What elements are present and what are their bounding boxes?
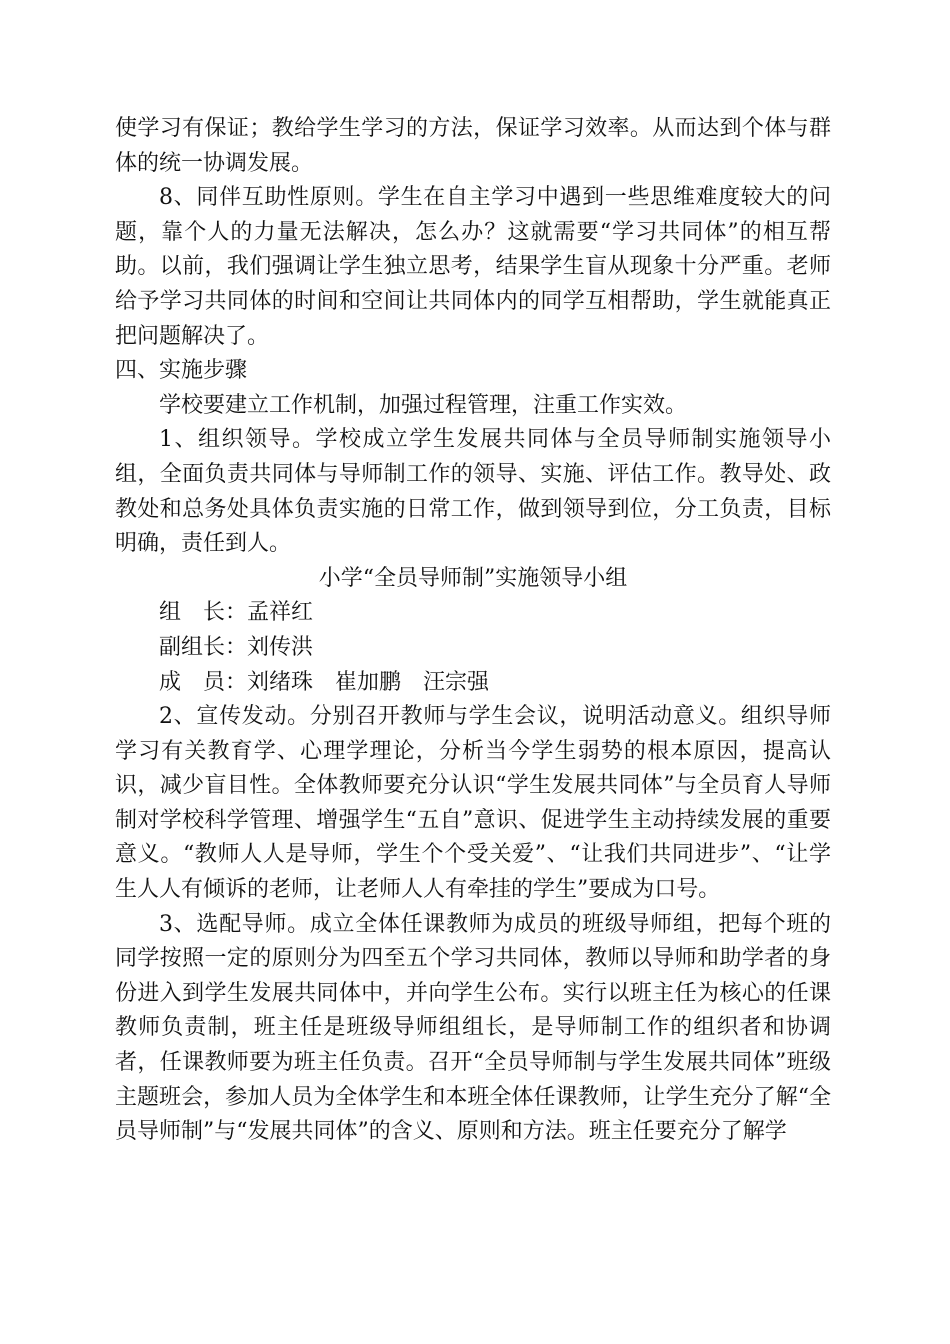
paragraph-step-2-publicity: 2、宣传发动。分别召开教师与学生会议，说明活动意义。组织导师学习有关教育学、心理学理论，分析当今学生弱势的根本原因，提高认识，减少盲目性。全体教师要充分认识“学生发展共同体”与全员育人导师制对学校科学管理、增强学生“五自”意识、促进学生主动持续发展的重要意义。“教师人人是导师，学生个个受关爱”、“让我们共同进步”、“让学生人人有倾诉的老师，让老师人人有牵挂的学生”要成为口号。 — [115, 704, 831, 903]
paragraph-continuation: 使学习有保证；教给学生学习的方法，保证学习效率。从而达到个体与群体的统一协调发展。 — [115, 116, 831, 176]
group-members: 成 员：刘绪珠 崔加鹏 汪宗强 — [159, 669, 490, 695]
paragraph-work-mechanism: 学校要建立工作机制，加强过程管理，注重工作实效。 — [159, 392, 688, 418]
paragraph-step-3-mentors: 3、选配导师。成立全体任课教师为成员的班级导师组，把每个班的同学按照一定的原则分为四至五个学习共同体，教师以导师和助学者的身份进入到学生发展共同体中，并向学生公布。实行以班主任为核心的任课教师负责制，班主任是班级导师组组长，是导师制工作的组织者和协调者，任课教师要为班主任负责。召开“全员导师制与学生发展共同体”班级主题班会，参加人员为全体学生和本班全体任课教师，让学生充分了解“全员导师制”与“发展共同体”的含义、原则和方法。班主任要充分了解学 — [115, 911, 831, 1145]
group-title: 小学“全员导师制”实施领导小组 — [318, 565, 628, 591]
paragraph-step-1-leadership: 1、组织领导。学校成立学生发展共同体与全员导师制实施领导小组，全面负责共同体与导师制工作的领导、实施、评估工作。教导处、政教处和总务处具体负责实施的日常工作，做到领导到位，分工负责，目标明确，责任到人。 — [115, 427, 831, 557]
section-heading-implementation-steps: 四、实施步骤 — [115, 358, 248, 384]
group-leader: 组 长：孟祥红 — [159, 600, 314, 626]
document-body — [115, 112, 831, 1150]
group-deputy: 副组长：刘传洪 — [159, 634, 314, 660]
paragraph-principle-8: 8、同伴互助性原则。学生在自主学习中遇到一些思维难度较大的问题，靠个人的力量无法解决，怎么办？这就需要“学习共同体”的相互帮助。以前，我们强调让学生独立思考，结果学生盲从现象十分严重。老师给予学习共同体的时间和空间让共同体内的同学互相帮助，学生就能真正把问题解决了。 — [115, 185, 831, 349]
